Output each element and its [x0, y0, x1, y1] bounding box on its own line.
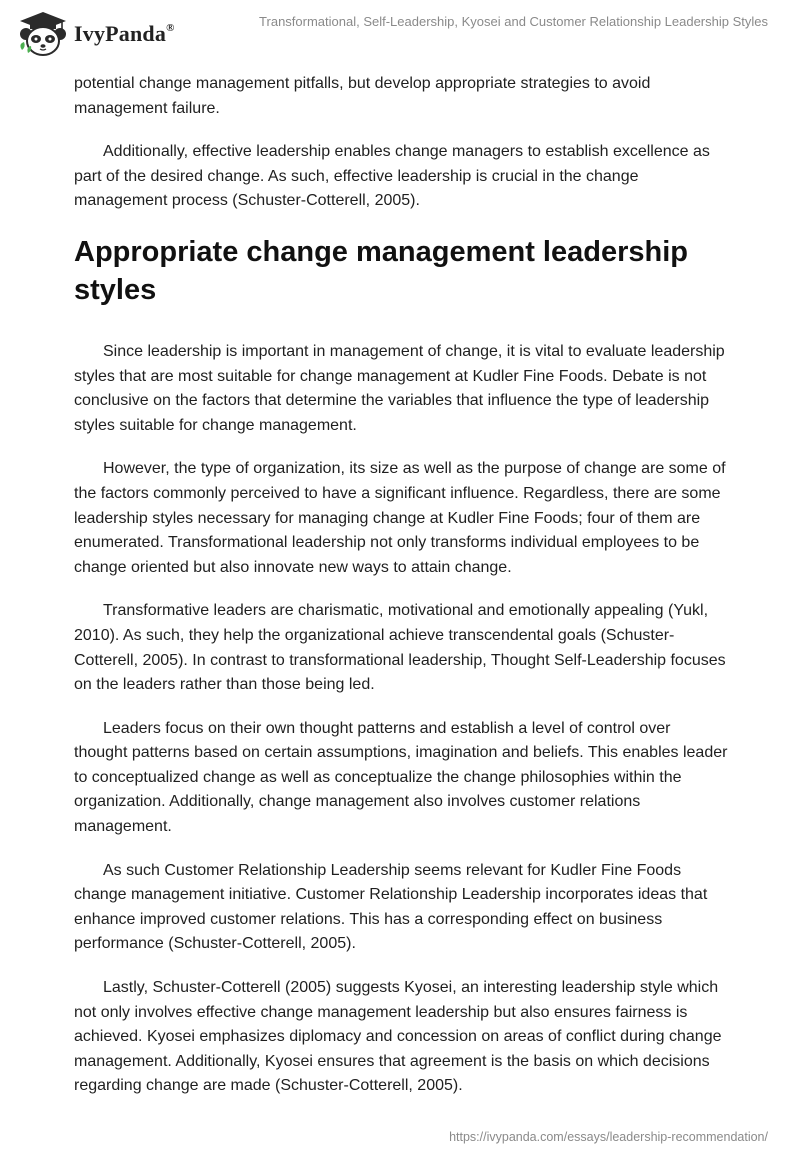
paragraph: Since leadership is important in management of change, it is vital to evaluate leadership styles that are most suitable for change management at Kudler Fine Foods. Debate is not conclusive on the factors that determine the variables that influence the type of leadership styles suitable for change management.	[74, 342, 725, 434]
ivypanda-logo[interactable]	[16, 10, 175, 58]
paragraph: Additionally, effective leadership enables change managers to establish excellence as part of the desired change. As such, effective leadership is crucial in the change management process (Schuster-Cotterell, 2005).	[74, 143, 710, 210]
paragraph: Lastly, Schuster-Cotterell (2005) suggests Kyosei, an interesting leadership style which not only involves effective change management leadership but also ensures fairness is achieved. Kyosei emphasizes diplomacy and concession on areas of conflict during change management. Additionally, Kyosei ensures that agreement is the basis on which decisions regarding change are made (Schuster-Cotterell, 2005).	[74, 979, 722, 1095]
paragraph: As such Customer Relationship Leadership seems relevant for Kudler Fine Foods change management initiative. Customer Relationship Leadership incorporates ideas that enhance improved customer relations. This has a corresponding effect on business performance (Schuster-Cotterell, 2005).	[74, 861, 708, 953]
page-header	[0, 0, 800, 66]
section-heading: Appropriate change management leadership styles	[74, 235, 688, 306]
paragraph: However, the type of organization, its size as well as the purpose of change are some of the factors commonly perceived to have a significant influence. Regardless, there are some leadership styles necessary for managing change at Kudler Fine Foods; four of them are enumerated. Transformational leadership not only transforms individual employees to be change oriented but also innovate new ways to attain change.	[74, 460, 726, 576]
registered-mark: ®	[166, 21, 175, 34]
source-url[interactable]: https://ivypanda.com/essays/leadership-recommendation/	[449, 1130, 768, 1144]
panda-graduate-icon	[16, 10, 70, 58]
essay-content	[74, 72, 728, 1118]
document-title: Transformational, Self-Leadership, Kyosei and Customer Relationship Leadership Styles	[259, 14, 768, 29]
paragraph: Transformative leaders are charismatic, motivational and emotionally appealing (Yukl, 2010). As such, they help the organizational achieve transcendental goals (Schuster-Cotterell, 2005). In contrast to transformational leadership, Thought Self-Leadership focuses on the leaders rather than those being led.	[74, 602, 726, 694]
paragraph-continued: potential change management pitfalls, but develop appropriate strategies to avoid management failure.	[74, 75, 651, 117]
brand-name: IvyPanda®	[74, 21, 175, 46]
paragraph: Leaders focus on their own thought patterns and establish a level of control over thought patterns based on certain assumptions, imagination and beliefs. This enables leader to conceptualized change as well as conceptualize the change philosophies within the organization. Additionally, change management also involves customer relations management.	[74, 719, 728, 836]
